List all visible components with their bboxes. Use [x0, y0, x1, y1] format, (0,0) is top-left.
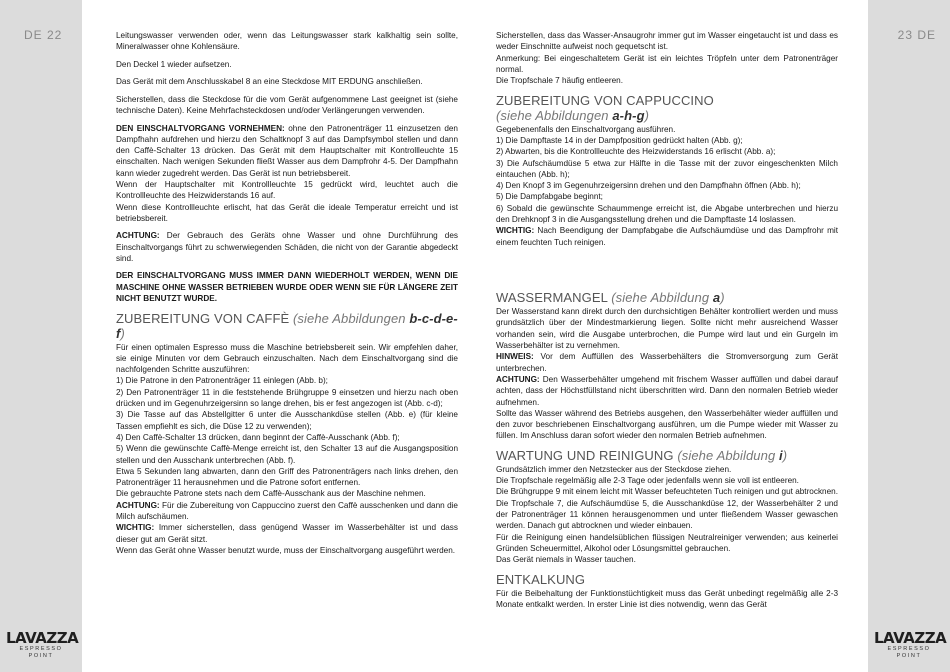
list-line: Die Brühgruppe 9 mit einem leicht mit Wasser befeuchteten Tuch reinigen und gut abtrocknen. Die Tropfschale 7, die Aufschäumdüse 5, die Ausschankdüse 12, der Wasserbehälter 2 und der Patronenträger 11 können herausgenommen und unter fließendem Wasser gewaschen werden. Danach gut abtrocknen und wieder einbauen. [496, 487, 838, 531]
heading-ref-letters: a [712, 290, 721, 306]
text: Nach Beendigung der Dampfabgabe die Aufschäumdüse und das Dampfrohr mit einem feuchten Tuch reinigen. [496, 226, 838, 247]
text: Vor dem Auffüllen des Wasserbehälters die Stromversorgung zum Gerät unterbrechen. [496, 352, 838, 373]
heading-title: ZUBEREITUNG VON CAFFÈ [116, 310, 290, 326]
paragraph: Sicherstellen, dass die Steckdose für die vom Gerät aufgenommene Last geeignet ist (siehe technische Daten). Keine Mehrfachsteckdosen und/oder Verlängerungen verwenden. [116, 94, 458, 116]
bold-label: ACHTUNG: [116, 500, 160, 510]
list-line: 5) Die Dampfabgabe beginnt; [496, 192, 603, 202]
bold-label: DEN EINSCHALTVORGANG VORNEHMEN: [116, 123, 285, 133]
list-line: 4) Den Caffè-Schalter 13 drücken, dann beginnt der Caffè-Ausschank (Abb. f); [116, 432, 400, 442]
list-line: 1) Die Patrone in den Patronenträger 11 einlegen (Abb. b); [116, 376, 328, 386]
list-line: 6) Sobald die gewünschte Schaummenge erreicht ist, die Abgabe unterbrechen und hierzu den Drehknopf 3 in die Ausgangsstellung drehen und die Dampftaste 14 loslassen. [496, 203, 838, 225]
section-heading-wartung [496, 448, 838, 463]
section-heading-caffe [116, 311, 458, 341]
heading-title: ENTKALKUNG [496, 571, 586, 587]
section-heading-cappuccino [496, 93, 838, 123]
heading-ref: (siehe Abbildung [677, 447, 780, 463]
list-line: Gegebenenfalls den Einschaltvorgang ausführen. [496, 124, 676, 134]
paragraph: Anmerkung: Bei eingeschaltetem Gerät ist ein leichtes Tröpfeln unter dem Patronenträger normal. [496, 53, 838, 74]
list-line: Für die Reinigung einen handelsüblichen flüssigen Neutralreiniger verwenden; aus keinerlei Gründen Scheuermittel, Alkohol oder Lösungsmittel gebrauchen. [496, 532, 838, 553]
heading-ref-close: ) [120, 325, 125, 341]
heading-ref: (siehe Abbildung [611, 290, 713, 306]
list-line: 2) Den Patronenträger 11 in die feststehende Brühgruppe 9 einsetzen und hierzu nach oben drücken und im Gegenuhrzeigersinn so lange drehen, bis er fest angezogen ist (Abb. c-d); [116, 387, 458, 409]
list-line: Für einen optimalen Espresso muss die Maschine betriebsbereit sein. Wir empfehlen daher, sie einige Minuten vor dem Gebrauch einzuschalten. Nach dem Einschaltvorgang sind die nachfolgenden Schritte auszuführen: [116, 342, 458, 375]
paragraph: Das Gerät mit dem Anschlusskabel 8 an eine Steckdose MIT ERDUNG anschließen. [116, 77, 423, 87]
heading-ref-close: ) [644, 107, 650, 123]
paragraph: Die Tropfschale 7 häufig entleeren. [496, 76, 623, 86]
heading-ref-close: ) [720, 290, 725, 306]
section-heading-entkalkung [496, 572, 838, 587]
paragraph: Leitungswasser verwenden oder, wenn das Leitungswasser stark kalkhaltig sein sollte, Mineralwasser ohne Kohlensäure. [116, 31, 458, 52]
heading-ref-letters: b-c-d-e-f [116, 310, 458, 341]
paragraph: Wenn der Hauptschalter mit Kontrollleuchte 15 gedrückt wird, leuchtet auch die Kontrollleuchte des Heizwiderstands 16 auf. [116, 180, 458, 201]
wichtig-paragraph [116, 522, 458, 545]
warning-caps: DER EINSCHALTVORGANG MUSS IMMER DANN WIEDERHOLT WERDEN, WENN DIE MASCHINE OHNE WASSER BETRIEBEN WURDE ODER WENN SIE FÜR LÄNGERE ZEIT NICHT BENUTZT WURDE. [116, 271, 458, 304]
lavazza-logo-right [874, 629, 947, 660]
heading-ref: (siehe Abbildungen [496, 107, 613, 123]
logo-word: LAVAZZA [874, 629, 947, 647]
bold-label: WICHTIG: [116, 523, 155, 533]
list-line: 3) Die Aufschäumdüse 5 etwa zur Hälfte in die Tasse mit der zuvor eingeschenkten Milch eintauchen (Abb. h); [496, 158, 838, 179]
list-line: Grundsätzlich immer den Netzstecker aus der Steckdose ziehen. [496, 464, 732, 474]
hinweis-paragraph [496, 351, 838, 374]
paragraph: Sollte das Wasser während des Betriebs ausgehen, den Wasserbehälter wieder auffüllen und den zuvor beschriebenen Einschaltvorgang ausführen, um die Pumpe wieder mit Wasser zu füllen. Im Anschluss daran sofort wieder den normalen Betrieb aufnehmen. [496, 408, 838, 441]
wichtig-paragraph [496, 225, 838, 248]
heading-title: ZUBEREITUNG VON CAPPUCCINO [496, 92, 714, 108]
list-line: 2) Abwarten, bis die Kontrollleuchte des Heizwiderstands 16 erlischt (Abb. a); [496, 147, 776, 157]
text: Für die Zubereitung von Cappuccino zuerst den Caffè ausschenken und dann die Milch aufschäumen. [116, 500, 458, 521]
bold-label: ACHTUNG: [116, 231, 160, 241]
paragraph: Für die Beibehaltung der Funktionstüchtigkeit muss das Gerät unbedingt regelmäßig alle 2-3 Monate entkalkt werden. In erster Linie ist dies notwendig, wenn das Gerät [496, 588, 838, 610]
text: ohne den Patronenträger 11 einzusetzen den Dampfhahn aufdrehen und hierzu den Schaltknopf 3 auf das Dampfsymbol stellen und dann den Caffè-Schalter 13 drücken. Das Gerät mit dem Hauptschalter mit Kontrollleuchte 15 einschalten. Nach wenigen Sekunden fließt Wasser aus dem Dampfrohr 4-5. Der Dampfhahn kann wieder zugedreht werden. Das Gerät ist nun betriebsbereit. [116, 123, 458, 178]
heading-ref-close: ) [782, 447, 788, 463]
list-line: 4) Den Knopf 3 im Gegenuhrzeigersinn drehen und den Dampfhahn öffnen (Abb. h); [496, 181, 801, 191]
lavazza-logo-left [6, 629, 79, 660]
achtung-paragraph [496, 374, 838, 408]
page-number-left: DE 22 [24, 28, 63, 42]
text: Der Gebrauch des Geräts ohne Wasser und ohne Durchführung des Einschaltvorgangs führt zu schwerwiegenden Schäden, die nicht von der Garantie abgedeckt sind. [116, 231, 458, 263]
list-line: Die Tropfschale regelmäßig alle 2-3 Tage oder jedenfalls wenn sie voll ist entleeren. [496, 476, 799, 486]
list-line: Die gebrauchte Patrone stets nach dem Caffè-Ausschank aus der Maschine nehmen. [116, 489, 426, 499]
heading-title: WASSERMANGEL [496, 290, 608, 306]
heading-ref-letters: a-h-g [612, 107, 645, 123]
heading-ref-letters: i [779, 447, 783, 463]
paragraph: Den Deckel 1 wieder aufsetzen. [116, 59, 232, 69]
bold-label: ACHTUNG: [496, 374, 540, 384]
paragraph: Sicherstellen, dass das Wasser-Ansaugrohr immer gut im Wasser eingetaucht ist und dass es weder Einschnitte aufweist noch gequetscht ist. [496, 31, 838, 52]
right-column [496, 30, 838, 610]
heading-ref: (siehe Abbildungen [293, 310, 410, 326]
einschalt-paragraph [116, 123, 458, 179]
achtung-paragraph [116, 230, 458, 264]
list-line: Etwa 5 Sekunden lang abwarten, dann den Griff des Patronenträgers nach links drehen, den Patronenträger 11 herausnehmen und die Patrone sofort entfernen. [116, 466, 458, 488]
list-line: 5) Wenn die gewünschte Caffè-Menge erreicht ist, den Schalter 13 auf die Ausgangsposition stellen und den Ausschank unterbrechen (Abb. f). [116, 444, 458, 465]
page-number-right: 23 DE [897, 28, 936, 42]
list-line: Wenn das Gerät ohne Wasser benutzt wurde, muss der Einschaltvorgang ausgeführt werden. [116, 545, 456, 555]
heading-title: WARTUNG UND REINIGUNG [496, 447, 674, 463]
logo-subtitle: ESPRESSO POINT [887, 646, 931, 659]
spacer [496, 254, 838, 284]
bold-label: HINWEIS: [496, 352, 534, 362]
paragraph: Der Wasserstand kann direkt durch den durchsichtigen Behälter kontrolliert werden und muss grundsätzlich über der Mindestmarkierung liegen. Sollte nicht mehr ausreichend Wasser vorhanden sein, wird die Ausgabe unterbrochen, die Pumpe wird laut und ein Gurgeln im Wasserbehälter ist zu vernehmen. [496, 307, 838, 351]
achtung-paragraph [116, 500, 458, 523]
list-line: 3) Die Tasse auf das Abstellgitter 6 unter die Ausschankdüse stellen (Abb. e) (für kleine Tassen empfiehlt es sich, die Düse 12 zu verwenden); [116, 410, 458, 431]
text: Immer sicherstellen, dass genügend Wasser im Wasserbehälter ist und dass dieser gut am Gerät sitzt. [116, 523, 458, 544]
logo-word: LAVAZZA [6, 629, 79, 647]
bold-label: WICHTIG: [496, 226, 535, 236]
logo-subtitle: ESPRESSO POINT [19, 646, 63, 659]
right-margin-band [868, 0, 950, 672]
section-heading-wassermangel [496, 290, 838, 305]
list-line: 1) Die Dampftaste 14 in der Dampfposition gedrückt halten (Abb. g); [496, 135, 743, 145]
text: Den Wasserbehälter umgehend mit frischem Wasser auffüllen und dabei darauf achten, dass der Höchstfüllstand nicht überschritten wird. Dann den normalen Betrieb wieder aufnehmen. [496, 374, 838, 407]
list-line: Das Gerät niemals in Wasser tauchen. [496, 555, 636, 565]
left-column [116, 30, 458, 556]
left-margin-band [0, 0, 82, 672]
paragraph: Wenn diese Kontrollleuchte erlischt, hat das Gerät die ideale Temperatur erreicht und ist betriebsbereit. [116, 202, 458, 223]
